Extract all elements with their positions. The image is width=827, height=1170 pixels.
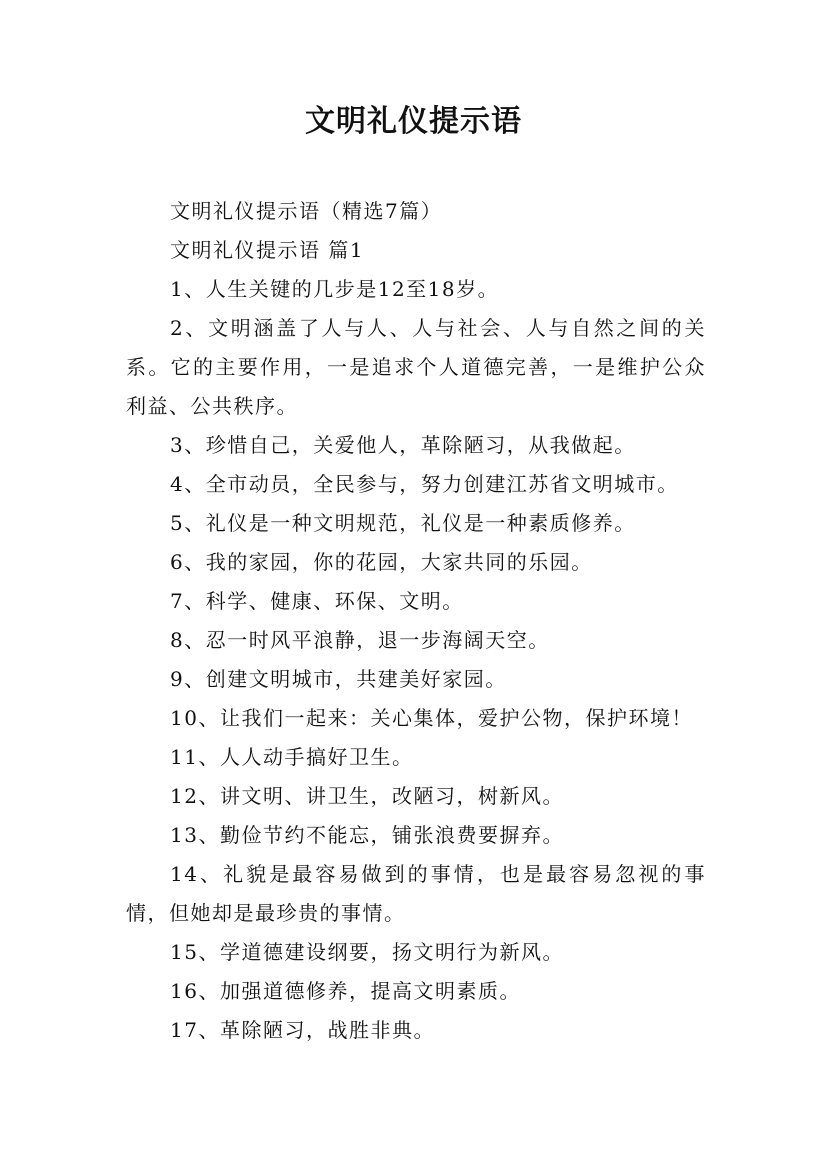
paragraph: 5、礼仪是一种文明规范，礼仪是一种素质修养。 [170,511,636,535]
document-title: 文明礼仪提示语 [305,104,522,139]
paragraph: 13、勤俭节约不能忘，铺张浪费要摒弃。 [170,823,564,847]
paragraph: 12、讲文明、讲卫生，改陋习，树新风。 [170,784,564,808]
paragraph: 10、让我们一起来：关心集体，爱护公物，保护环境！ [170,706,693,730]
paragraph: 15、学道德建设纲要，扬文明行为新风。 [170,940,564,964]
paragraph: 6、我的家园，你的花园，大家共同的乐园。 [170,550,593,574]
paragraph: 16、加强道德修养，提高文明素质。 [170,979,521,1003]
paragraph: 7、科学、健康、环保、文明。 [170,589,464,613]
document-body [126,192,706,1050]
paragraph: 文明礼仪提示语（精选7篇） [170,199,443,223]
paragraph: 4、全市动员，全民参与，努力创建江苏省文明城市。 [170,472,679,496]
paragraph: 8、忍一时风平浪静，退一步海阔天空。 [170,628,550,652]
paragraph: 9、创建文明城市，共建美好家园。 [170,667,507,691]
paragraph: 11、人人动手搞好卫生。 [170,745,414,769]
paragraph: 2、文明涵盖了人与人、人与社会、人与自然之间的关系。它的主要作用，一是追求个人道德完善，一是维护公众利益、公共秩序。 [126,316,706,418]
paragraph: 1、人生关键的几步是12至18岁。 [170,277,500,301]
paragraph: 17、革除陋习，战胜非典。 [170,1018,435,1042]
paragraph: 文明礼仪提示语 篇1 [170,238,365,262]
paragraph: 14、礼貌是最容易做到的事情，也是最容易忽视的事情，但她却是最珍贵的事情。 [126,862,706,925]
paragraph: 3、珍惜自己，关爱他人，革除陋习，从我做起。 [170,433,636,457]
